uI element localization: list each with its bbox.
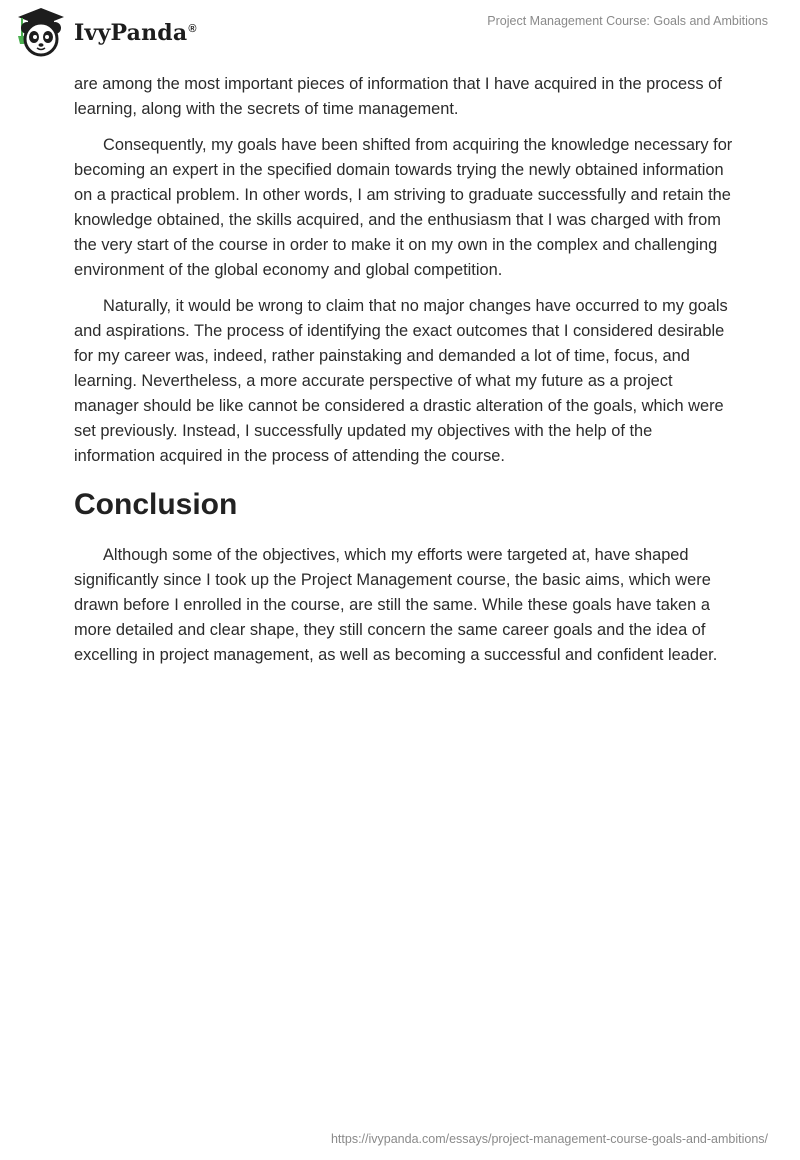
conclusion-heading: Conclusion [74,488,238,521]
source-url-link[interactable]: https://ivypanda.com/essays/project-management-course-goals-and-ambitions/ [330,1132,768,1146]
registered-mark: ® [188,22,197,35]
essay-body [74,72,734,679]
paragraph: Consequently, my goals have been shifted from acquiring the knowledge necessary for becoming an expert in the specified domain towards trying the newly obtained information on a practical problem. In other words, I am striving to graduate successfully and retain the knowledge obtained, the skills acquired, and the enthusiasm that I was charged with from the very start of the course in order to make it on my own in the complex and challenging environment of the global economy and global competition. [74,136,733,279]
conclusion-paragraph: Although some of the objectives, which my efforts were targeted at, have shaped significantly since I took up the Project Management course, the basic aims, which were drawn before I enrolled in the course, are still the same. While these goals have taken a more detailed and clear shape, they still concern the same career goals and the idea of excelling in project management, as well as becoming a successful and confident leader. [74,546,718,664]
ivypanda-logo[interactable] [14,6,197,58]
page-header [0,0,800,64]
paragraph-continued: are among the most important pieces of information that I have acquired in the process of learning, along with the secrets of time management. [74,75,722,118]
brand-name: IvyPanda® [74,20,197,46]
paragraph: Naturally, it would be wrong to claim that no major changes have occurred to my goals and aspirations. The process of identifying the exact outcomes that I considered desirable for my career was, indeed, rather painstaking and demanded a lot of time, focus, and learning. Nevertheless, a more accurate perspective of what my future as a project manager should be like cannot be considered a drastic alteration of the goals, which were set previously. Instead, I successfully updated my objectives with the help of the information acquired in the process of attending the course. [74,297,728,465]
panda-graduate-icon [14,6,68,58]
document-title: Project Management Course: Goals and Ambitions [487,14,768,28]
